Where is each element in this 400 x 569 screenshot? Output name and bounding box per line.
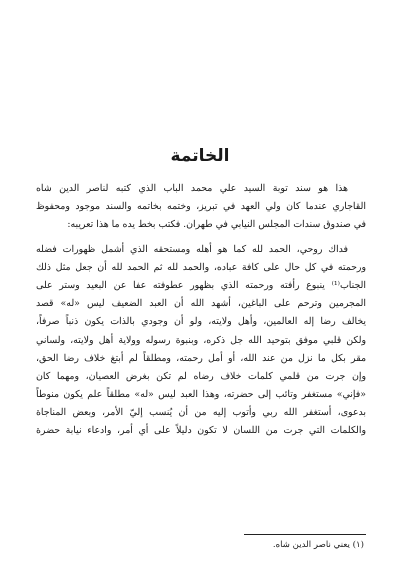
footnote: (١) يعني ناصر الدين شاه. — [272, 540, 364, 550]
text-line: وإن جرت من قلمي كلمات خلاف رضاه لم تكن بغرض العصيان، ومهما كان — [36, 370, 366, 382]
text-line: المجرمين وترحم على الباغين، أشهد الله أن العبد الضعيف ليس «له» قصد — [36, 298, 366, 310]
body-text — [36, 180, 366, 441]
text-line: ورحمته في كل حال على كافة عباده، والحمد لله ثم الحمد لله أن جعل مثل ذلك — [36, 261, 366, 273]
text-line: فداك روحي، الحمد لله كما هو أهله ومستحقه الذي أشمل ظهورات فضله — [36, 243, 348, 255]
text-line: والكلمات التي جرت من اللسان لا تكون دليلاً على أي أمر، وادعاء نيابة حضرة — [36, 425, 366, 437]
text-line: القاجاري عندما كان ولي العهد في تبريز، وختمه بخاتمه والسند موجود ومحفوظ — [36, 201, 366, 213]
text-line: بدعوى، أستغفر الله ربي وأتوب إليه من أن يُنسب إليّ الأمر، وبعض المناجاة — [36, 407, 366, 419]
footnote-divider — [244, 534, 366, 535]
text-line: يخالف رضا إله العالمين، وأهل ولايته، ولو أن وجودي بالذات يكون ذنباً صرفاً، — [36, 316, 366, 328]
text-line: في صندوق سندات المجلس النيابي في طهران. فكتب بخط يده ما هذا تعريبه: — [67, 219, 366, 231]
text-line: مقر بكل ما نزل من عند الله، أو أمل رحمته، ومطلقاً لم أبتغ خلاف رضا الحق، — [36, 352, 366, 364]
text-line: «فإني» مستغفر وتائب إلى حضرته، وهذا العبد ليس «له» مطلقاً علم يكون منوطاً — [36, 389, 366, 401]
text-line: الجناب⁽¹⁾ ينبوع رأفته ورحمته الذي بظهور عطوفته عفا عن البعيد وستر على — [36, 279, 366, 291]
text-line: هذا هو سند توبة السيد علي محمد الباب الذي كتبه لناصر الدين شاه — [36, 183, 348, 194]
section-heading: الخاتمة — [170, 146, 230, 166]
text-line: ولكن قلبي موفق بتوحيد الله جل ذكره، وبنبوة رسوله وولاية أهل ولايته، ولساني — [36, 334, 366, 346]
